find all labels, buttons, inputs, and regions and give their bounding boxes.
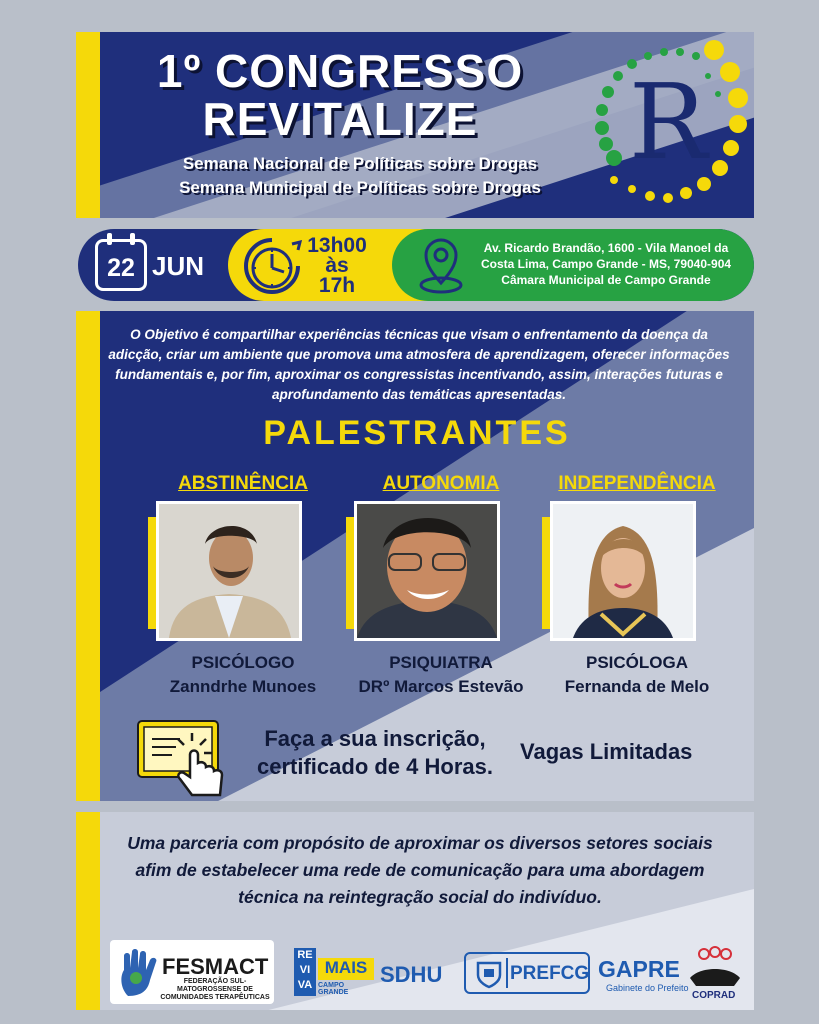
calendar-ring (107, 233, 112, 245)
revive-city: CAMPO GRANDE (318, 982, 349, 996)
coprad-name: COPRAD (692, 990, 736, 1001)
speaker-photo-frame (542, 501, 732, 647)
gapre-logo: GAPRE (598, 956, 680, 982)
subtitle-national: Semana Nacional de Políticas sobre Drogas (182, 154, 538, 173)
clock-icon (240, 234, 304, 298)
speaker-name: DRº Marcos Estevão (358, 677, 524, 696)
speaker-card (346, 473, 536, 696)
congress-title: 1º CONGRESSO (156, 45, 524, 97)
revive-syllable: RE (297, 949, 313, 961)
calendar-ring (130, 233, 135, 245)
city-crest-icon (474, 959, 504, 989)
certificate-line: certificado de 4 Horas. (257, 754, 493, 779)
venue-name: Câmara Municipal de Campo Grande (501, 273, 711, 287)
registration-text (240, 725, 510, 781)
speaker-name: Fernanda de Melo (564, 677, 710, 696)
revive-syllable: VA (297, 979, 313, 991)
event-time (306, 236, 368, 296)
photo-accent (542, 517, 550, 629)
event-day: 22 (107, 254, 135, 282)
prefcg-logo (464, 952, 590, 994)
address-line: Costa Lima, Campo Grande - MS, 79040-904 (480, 257, 732, 271)
revitalize-logo (568, 36, 750, 212)
revive-mais: MAIS (318, 958, 374, 980)
time-start: 13h00 (307, 234, 367, 257)
footer-panel (80, 812, 754, 1010)
limited-spots: Vagas Limitadas (520, 739, 693, 764)
speaker-topic: ABSTINÊNCIA (178, 473, 308, 494)
fesmact-name: FESMACT (162, 954, 269, 979)
time-end: 17h (318, 274, 356, 297)
speaker-topic: INDEPENDÊNCIA (558, 473, 716, 494)
photo-accent (346, 517, 354, 629)
subtitle-municipal: Semana Municipal de Políticas sobre Drogas (179, 178, 541, 197)
fesmact-logo (110, 940, 274, 1004)
speakers-heading: PALESTRANTES (263, 414, 571, 452)
footer-left-accent (80, 812, 100, 1010)
revive-word (294, 948, 316, 996)
speaker-role: PSICÓLOGA (585, 653, 688, 672)
speaker-photo (354, 501, 500, 641)
sdhu-logo: SDHU (380, 962, 443, 987)
speaker-photo (550, 501, 696, 641)
speaker-photo (156, 501, 302, 641)
main-panel (80, 311, 754, 801)
time-separator: às (325, 254, 349, 277)
speaker-card (148, 473, 338, 696)
certificate-click-icon (136, 715, 232, 801)
logo-letter-r: R (628, 61, 708, 183)
speaker-photo-frame (346, 501, 536, 647)
objective-text: O Objetivo é compartilhar experiências técnicas que visam o enfrentamento da doença da adicção, criar um ambiente que promova uma atmosfera de aprendizagem, oferecer informações fundamentais e, por fim, aproximar os congressistas incentivando, assim, interações futuras e aprofundamento das temáticas apresentadas. (108, 327, 730, 402)
speaker-topic: AUTONOMIA (382, 473, 500, 494)
congress-name: REVITALIZE (202, 93, 478, 145)
hand-icon (116, 948, 160, 998)
speaker-role: PSIQUIATRA (389, 653, 493, 672)
speaker-name: Zanndrhe Munoes (169, 677, 317, 696)
prefcg-name: PREFCG (510, 963, 590, 984)
main-left-accent (80, 311, 100, 801)
event-info-bar (78, 229, 754, 301)
revive-mais-logo (294, 948, 374, 998)
registration-line: Faça a sua inscrição, (264, 726, 486, 751)
partnership-text: Uma parceria com propósito de aproximar os diversos setores sociais afim de estabelecer uma rede de comunicação para uma abordagem técnica na reintegração social do indivíduo. (127, 833, 713, 907)
revive-syllable: VI (299, 964, 311, 976)
gapre-subtitle: Gabinete do Prefeito (606, 983, 689, 993)
calendar-icon (95, 239, 147, 291)
speaker-card (542, 473, 732, 696)
address-line: Av. Ricardo Brandão, 1600 - Vila Manoel da (483, 241, 729, 255)
fesmact-subtitle: FEDERAÇÃO SUL-MATOGROSSENSE DE COMUNIDADES TERAPÊUTICAS (160, 978, 270, 1001)
speaker-photo-frame (148, 501, 338, 647)
event-month: JUN (152, 251, 205, 281)
photo-accent (148, 517, 156, 629)
event-address (456, 240, 754, 288)
divider (506, 958, 508, 988)
speaker-role: PSICÓLOGO (191, 653, 295, 672)
